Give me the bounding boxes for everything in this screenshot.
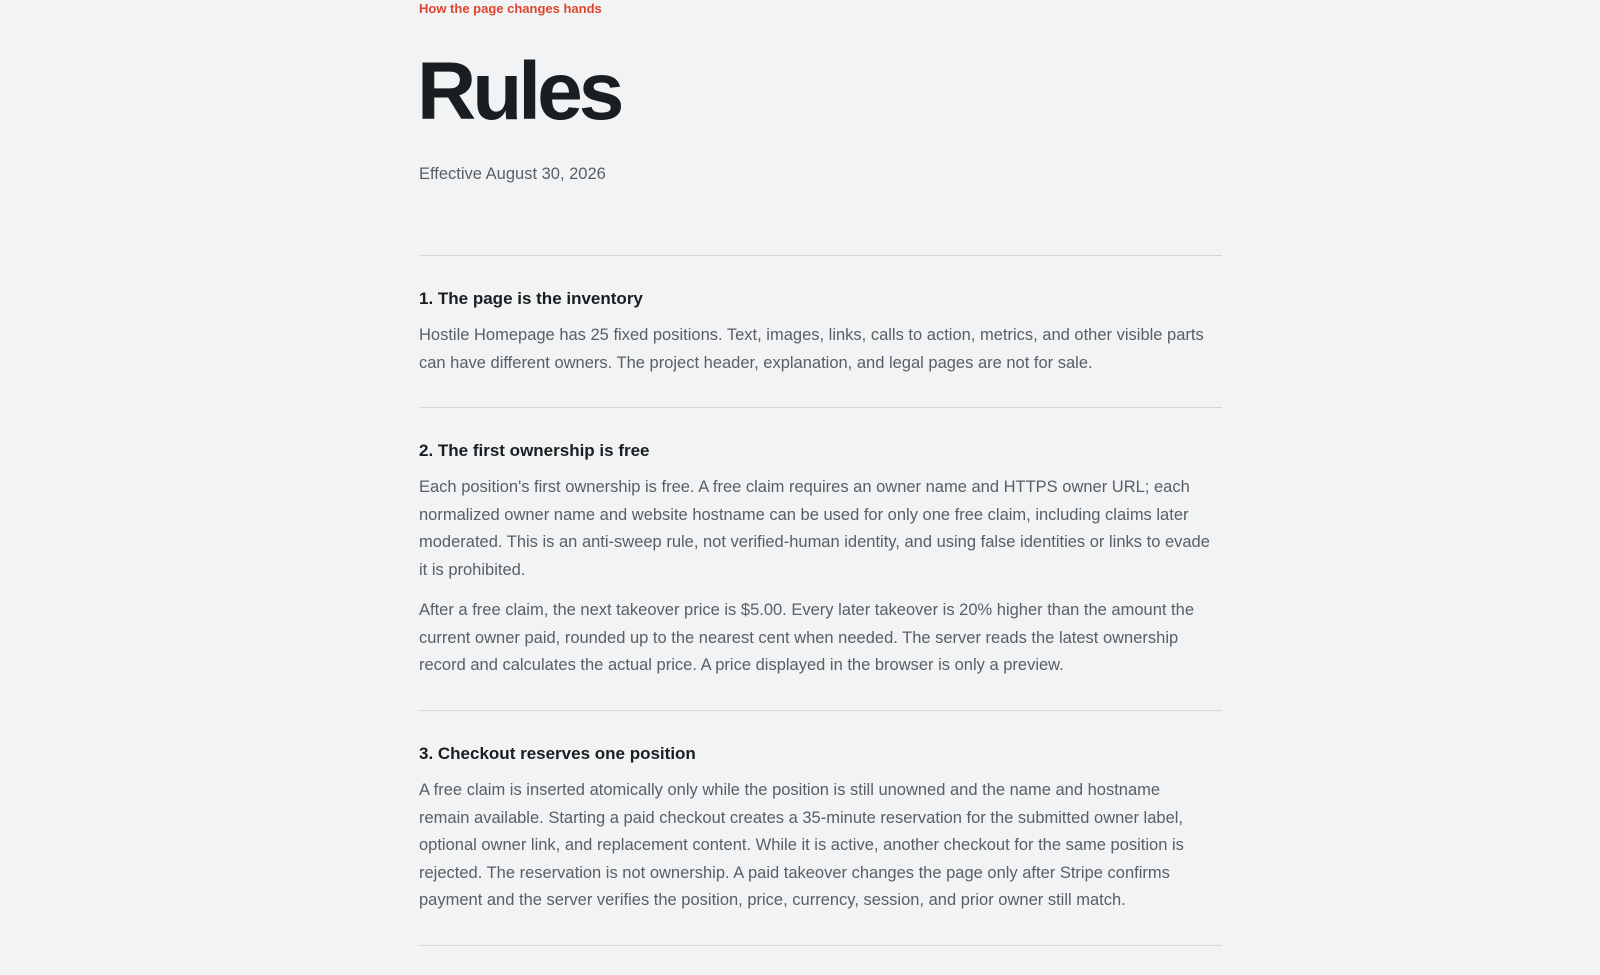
effective-date: Effective August 30, 2026 [419,165,606,183]
section-paragraph: Hostile Homepage has 25 fixed positions. Text, images, links, calls to action, metrics, and other visible parts can have different owners. The project header, explanation, and legal pages are not for sale. [419,326,1204,372]
divider [419,945,1222,946]
page-title: Rules [417,46,621,137]
section-paragraph: A free claim is inserted atomically only while the position is still unowned and the name and hostname remain available. Starting a paid checkout creates a 35-minute reservation for the submitted owner label, optional owner link, and replacement content. While it is active, another checkout for the same position is rejected. The reservation is not ownership. A paid takeover changes the page only after Stripe confirms payment and the server verifies the position, price, currency, session, and prior owner still match. [419,781,1184,909]
section-heading-checkout: 3. Checkout reserves one position [419,744,696,763]
section-heading-inventory: 1. The page is the inventory [419,289,643,308]
eyebrow-label: How the page changes hands [419,1,602,16]
section-paragraph: After a free claim, the next takeover price is $5.00. Every later takeover is 20% higher than the amount the current owner paid, rounded up to the nearest cent when needed. The server reads the latest ownership record and calculates the actual price. A price displayed in the browser is only a preview. [419,601,1194,674]
divider [419,710,1222,711]
divider [419,407,1222,408]
divider [419,255,1222,256]
section-heading-free-ownership: 2. The first ownership is free [419,441,650,460]
section-paragraph: Each position's first ownership is free. A free claim requires an owner name and HTTPS owner URL; each normalized owner name and website hostname can be used for only one free claim, including claims later moderated. This is an anti-sweep rule, not verified-human identity, and using false identities or links to evade it is prohibited. [419,478,1210,579]
